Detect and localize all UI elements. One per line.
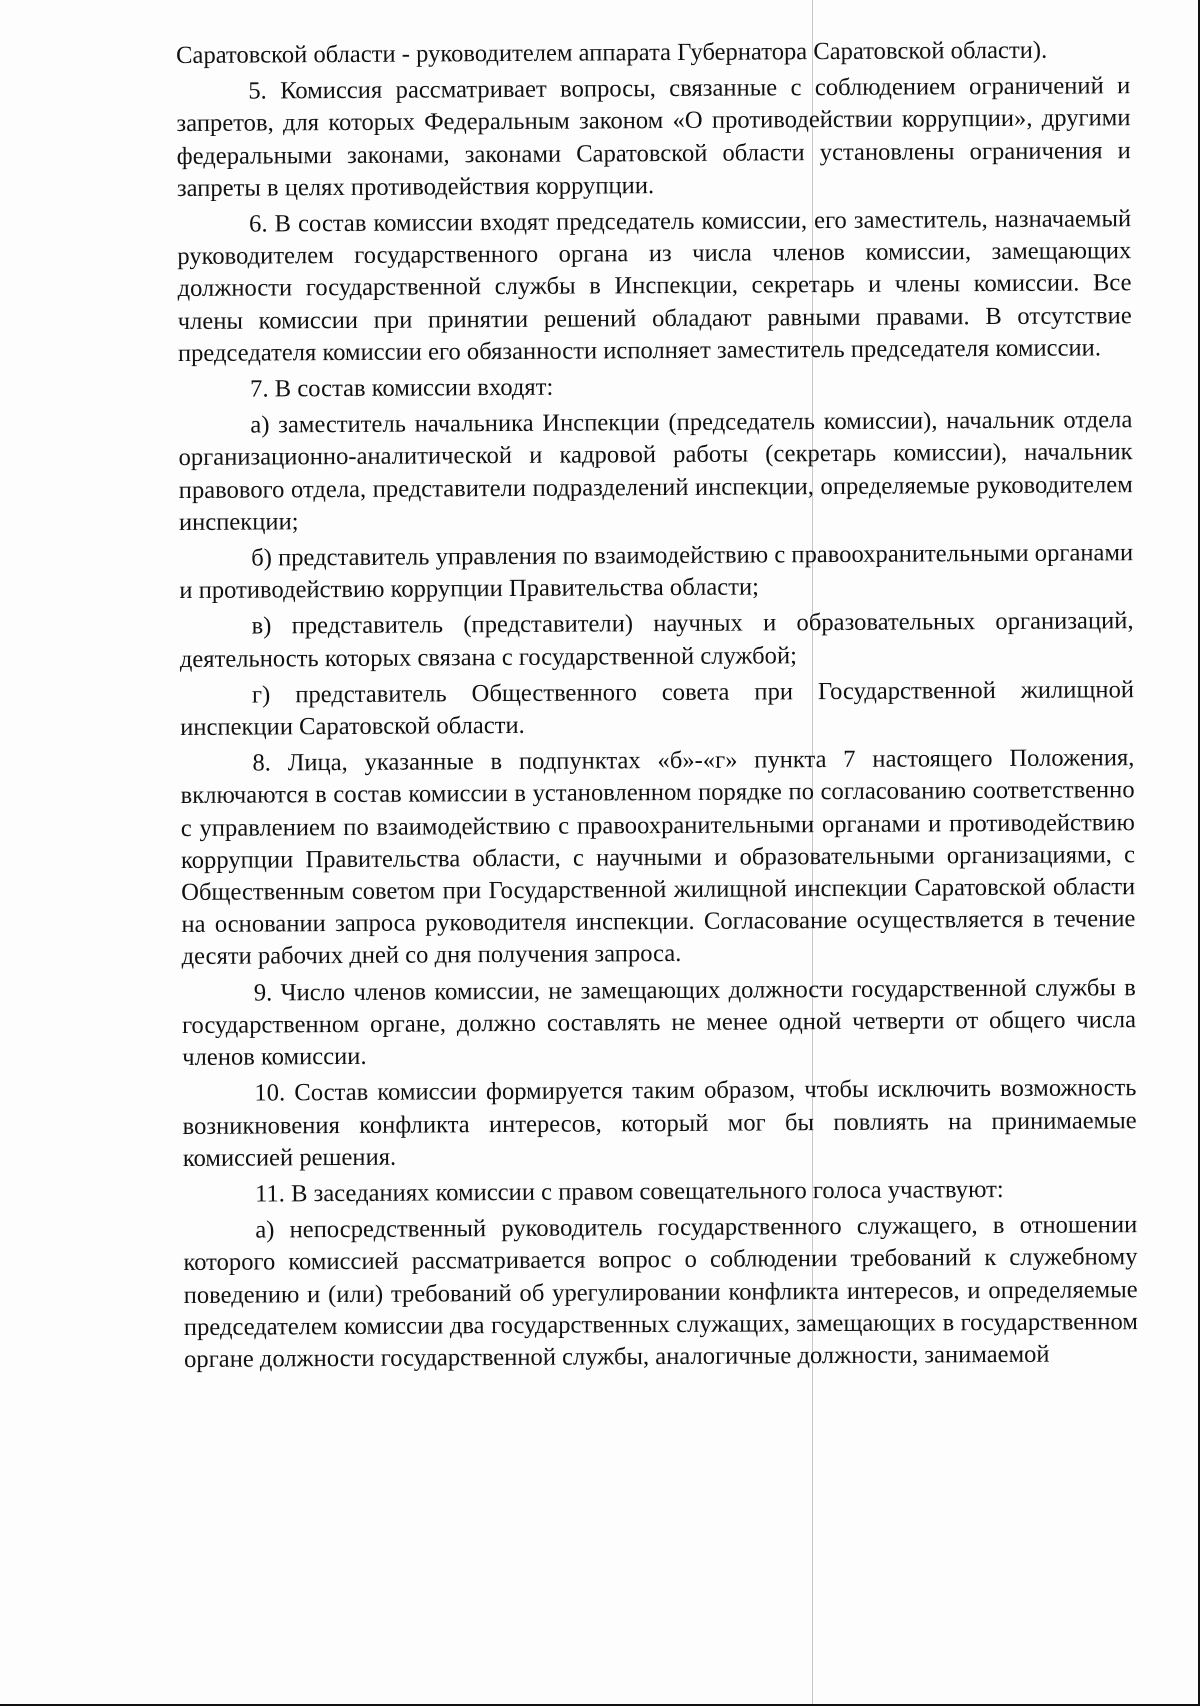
paragraph-8: 8. Лица, указанные в подпунктах «б»-«г» пункта 7 настоящего Положения, включаются в состав комиссии в установленном порядке по согласованию соответственно с управлением по взаимодействию с правоохранительными органами и противодействию коррупции Правительства области, с научными и образовательными организациями, с Общественным советом при Государственной жилищной инспекции Саратовской области на основании запроса руководителя инспекции. Согласование осуществляется в течение десяти рабочих дней со дня получения запроса. bbox=[180, 744, 1136, 971]
paragraph-5: 5. Комиссия рассматривает вопросы, связанные с соблюдением ограничений и запретов, для которых Федеральным законом «О противодействии коррупции», другими федеральными законами, законами Саратовской области установлены ограничения и запреты в целях противодействия коррупции. bbox=[176, 72, 1131, 202]
paragraph-7: 7. В состав комиссии входят: bbox=[250, 373, 554, 403]
paragraph-6: 6. В состав комиссии входят председатель комиссии, его заместитель, назначаемый руководителем государственного органа из числа членов комиссии, замещающих должности государственной службы в Инспекции, секретарь и члены комиссии. Все члены комиссии при принятии решений обладают равными правами. В отсутствие председателя комиссии его обязанности исполняет заместитель председателя комиссии. bbox=[177, 205, 1132, 367]
paragraph-7g: г) представитель Общественного совета при Государственной жилищной инспекции Саратовской области. bbox=[180, 676, 1135, 742]
paragraph-7b: б) представитель управления по взаимодействию с правоохранительными органами и противодействию коррупции Правительства области; bbox=[179, 539, 1134, 605]
document-body bbox=[176, 34, 1138, 1380]
paragraph-11: 11. В заседаниях комиссии с правом совещательного голоса участвуют: bbox=[254, 1175, 1004, 1208]
paragraph-10: 10. Состав комиссии формируется таким образом, чтобы исключить возможность возникновения конфликта интересов, который мог бы повлиять на принимаемые комиссией решения. bbox=[182, 1074, 1137, 1172]
paragraph-9: 9. Число членов комиссии, не замещающих должности государственной службы в государственном органе, должно составлять не менее одной четверти от общего числа членов комиссии. bbox=[181, 973, 1137, 1072]
paragraph-7v: в) представитель (представители) научных и образовательных организаций, деятельность которых связана с государственной службой; bbox=[179, 607, 1134, 673]
paragraph-7a: а) заместитель начальника Инспекции (председатель комиссии), начальник отдела организационно-аналитической и кадровой работы (секретарь комиссии), начальник правового отдела, представители подразделений инспекции, определяемые руководителем инспекции; bbox=[178, 406, 1133, 536]
paragraph-continuation: Саратовской области - руководителем аппарата Губернатора Саратовской области). bbox=[176, 36, 1048, 69]
paragraph-11a: а) непосредственный руководитель государственного служащего, в отношении которого комиссией рассматривается вопрос о соблюдении требований к служебному поведению и (или) требований об урегулировании конфликта интересов, и определяемые председателем комиссии два государственных служащих, замещающих в государственном органе должности государственной службы, аналогичные должности, занимаемой bbox=[183, 1211, 1138, 1373]
